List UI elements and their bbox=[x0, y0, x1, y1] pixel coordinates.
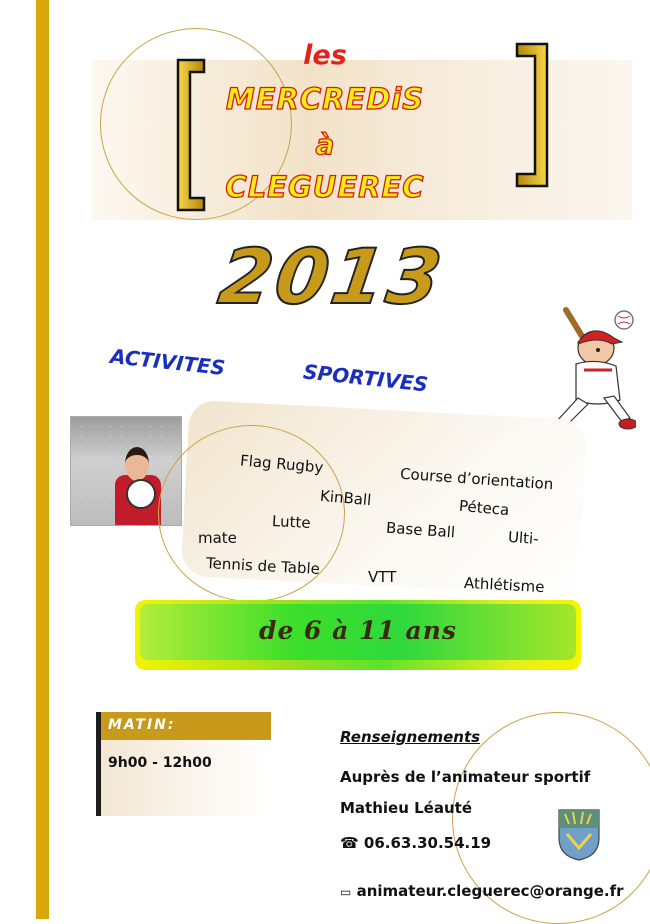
schedule-hours: 9h00 - 12h00 bbox=[108, 755, 212, 771]
title-les: les bbox=[303, 40, 347, 71]
activity-lutte: Lutte bbox=[271, 512, 312, 532]
activity-kinball: KinBall bbox=[319, 486, 373, 510]
contact-name: Mathieu Léauté bbox=[340, 799, 472, 817]
activity-flag-rugby: Flag Rugby bbox=[239, 451, 325, 477]
title-a: à bbox=[315, 128, 335, 161]
activity-peteca: Péteca bbox=[458, 496, 510, 520]
contact-line: Auprès de l’animateur sportif bbox=[340, 768, 591, 786]
email-row bbox=[340, 882, 624, 900]
age-range-banner bbox=[135, 600, 581, 670]
subtitle-sportives: SPORTIVES bbox=[302, 359, 430, 397]
computer-icon: ▭ bbox=[340, 885, 352, 899]
title-cleguerec: CLEGUEREC bbox=[225, 170, 425, 204]
town-crest bbox=[557, 808, 601, 862]
contact-email[interactable]: animateur.cleguerec@orange.fr bbox=[356, 882, 624, 900]
phone-row bbox=[340, 834, 491, 852]
contact-title: Renseignements bbox=[340, 728, 481, 746]
activity-tennis-de-table: Tennis de Table bbox=[205, 554, 321, 578]
activity-ulti: Ulti- bbox=[507, 527, 540, 549]
activity-mate: mate bbox=[198, 529, 237, 547]
activity-vtt: VTT bbox=[368, 568, 397, 586]
schedule-label: MATIN: bbox=[108, 717, 176, 733]
year-title: 2013 bbox=[213, 232, 450, 321]
subtitle-activites: ACTIVITES bbox=[109, 344, 227, 380]
activity-course-orientation: Course d’orientation bbox=[399, 464, 554, 494]
activity-base-ball: Base Ball bbox=[385, 518, 456, 542]
activity-athletisme: Athlétisme bbox=[463, 573, 545, 597]
contact-phone: 06.63.30.54.19 bbox=[363, 834, 492, 852]
phone-icon: ☎ bbox=[340, 834, 359, 852]
title-mercredis: MERCREDiS bbox=[225, 82, 425, 116]
age-range-text: de 6 à 11 ans bbox=[258, 616, 458, 645]
